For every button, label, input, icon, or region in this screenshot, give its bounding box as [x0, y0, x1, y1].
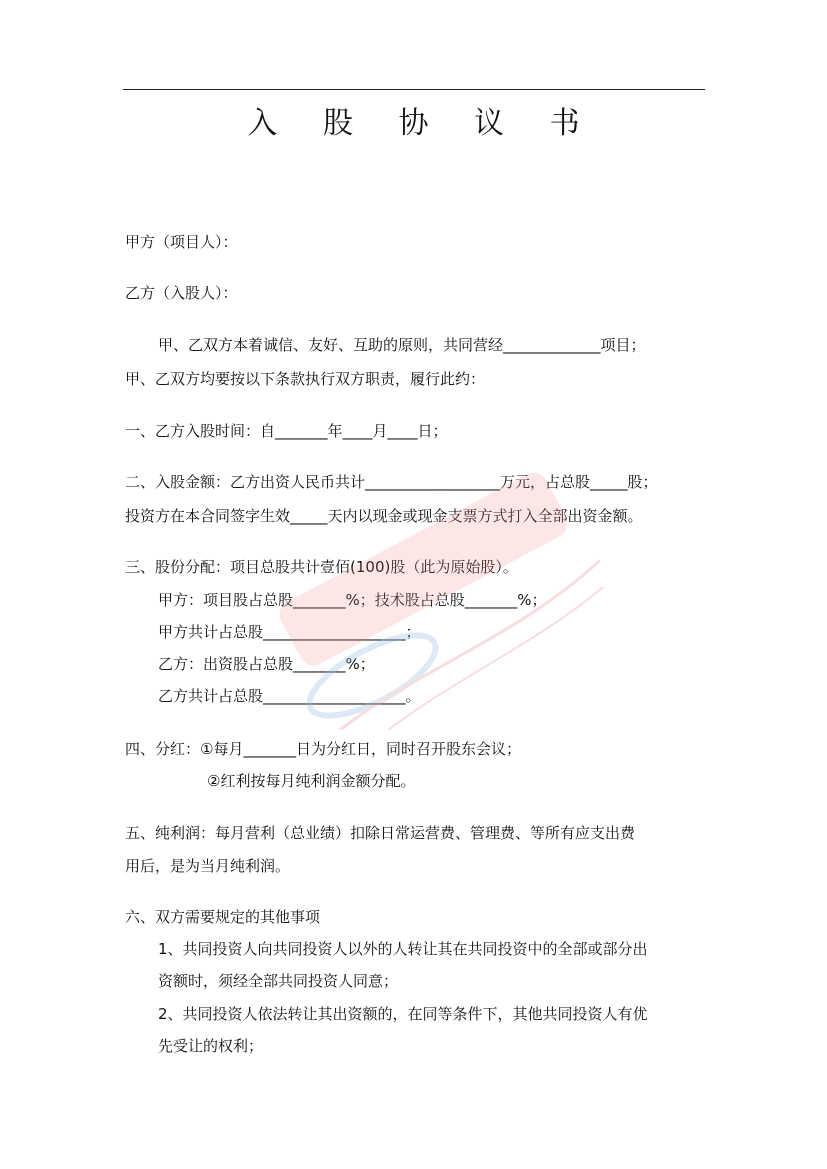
section-4-line-1: 四、分红：①每月_______日为分红日，同时召开股东会议； — [125, 740, 521, 758]
header-rule — [123, 89, 705, 90]
section-3-party-b-line-1: 乙方：出资股占总股_______%； — [158, 655, 375, 673]
section-6-line: 六、双方需要规定的其他事项 — [125, 908, 321, 926]
section-5-line-2: 用后，是为当月纯利润。 — [125, 857, 291, 875]
section-3-party-b-line-2: 乙方共计占总股___________________。 — [158, 687, 421, 705]
section-3-party-a-line-1: 甲方：项目股占总股_______%；技术股占总股_______%； — [158, 591, 547, 609]
section-3-party-a-line-2: 甲方共计占总股___________________； — [158, 623, 421, 641]
section-6-item-1-line-1: 1、共同投资人向共同投资人以外的人转让其在共同投资中的全部或部分出 — [158, 940, 648, 958]
section-1-line: 一、乙方入股时间：自_______年____月____日； — [125, 422, 448, 440]
section-6-item-2-line-2: 先受让的权利； — [158, 1037, 264, 1055]
section-4-line-2: ②红利按每月纯利润金额分配。 — [207, 772, 416, 790]
section-6-item-1-line-2: 资额时，须经全部共同投资人同意； — [158, 972, 399, 990]
intro-line-2: 甲、乙双方均要按以下条款执行双方职责，履行此约： — [125, 370, 486, 388]
party-a-line: 甲方（项目人）： — [125, 233, 238, 251]
section-6-item-2-line-1: 2、共同投资人依法转让其出资额的，在同等条件下，其他共同投资人有优 — [158, 1005, 648, 1023]
section-2-line-2: 投资方在本合同签字生效_____天内以现金或现金支票方式打入全部出资金额。 — [125, 507, 643, 525]
section-2-line-1: 二、入股金额：乙方出资人民币共计__________________万元，占总股_____股； — [125, 473, 658, 491]
section-3-line: 三、股份分配：项目总股共计壹佰(100)股（此为原始股）。 — [125, 558, 518, 576]
intro-line-1: 甲、乙双方本着诚信、友好、互助的原则，共同营经_____________项目； — [158, 336, 646, 354]
document-title: 入 股 协 议 书 — [247, 106, 598, 141]
party-b-line: 乙方（入股人）： — [125, 284, 238, 302]
section-5-line-1: 五、纯利润：每月营利（总业绩）扣除日常运营费、管理费、等所有应支出费 — [125, 824, 636, 842]
